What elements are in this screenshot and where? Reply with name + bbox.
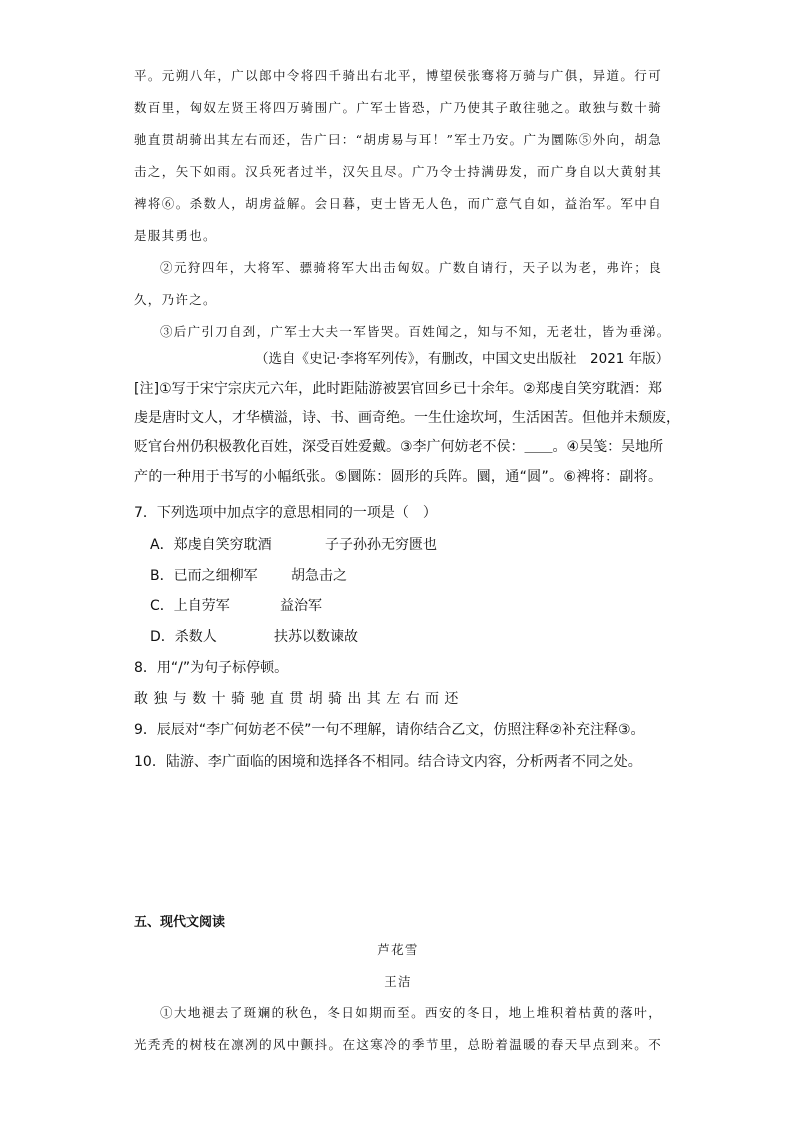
notes-line-1: [注]①写于宋宁宗庆元六年，此时距陆游被罢官回乡已十余年。②郑虔自笑穷耽酒：郑 (134, 381, 662, 397)
passage-line-1: 平。元朔八年，广以郎中令将四千骑出右北平，博望侯张骞将万骑与广俱，异道。行可 (134, 68, 662, 83)
passage-line-4: 击之，矢下如雨。汉兵死者过半，汉矢且尽。广乃令士持满毋发，而广身自以大黄射其 (134, 164, 662, 179)
q7-option-a: A．郑虔自笑穷耽酒 (150, 537, 272, 553)
passage-line-5: 裨将⑥。杀数人，胡虏益解。会日暮，吏士皆无人色，而广意气自如，益治军。军中自 (134, 196, 662, 211)
notes-line-2: 虔是唐时文人，才华横溢，诗、书、画奇绝。一生仕途坎坷，生活困苦。但他并未颓废， (134, 410, 680, 426)
question-10: 10．陆游、李广面临的困境和选择各不相同。结合诗文内容，分析两者不同之处。 (134, 754, 642, 770)
passage-source: （选自《史记·李将军列传》，有删改，中国文史出版社 2021 年版） (255, 351, 670, 367)
question-8-stem: 8．用“/”为句子标停顿。 (134, 660, 289, 676)
notes-line-4: 产的一种用于书写的小幅纸张。⑤圜陈：圆形的兵阵。圜，通“圆”。⑥裨将：副将。 (134, 469, 662, 485)
q7-option-d-pair: 扶苏以数谏故 (274, 629, 358, 645)
passage-line-6: 是服其勇也。 (134, 228, 217, 243)
q7-option-d: D．杀数人 (150, 629, 217, 645)
q7-option-b-pair: 胡急击之 (291, 568, 347, 584)
q7-option-c-pair: 益治军 (280, 598, 322, 614)
passage-para2-line-1: ②元狩四年，大将军、骠骑将军大出击匈奴。广数自请行，天子以为老，弗许；良 (160, 260, 662, 275)
section-5-heading: 五、现代文阅读 (134, 915, 226, 930)
article-author: 王洁 (384, 974, 412, 989)
notes-line-3: 贬官台州仍积极教化百姓，深受百姓爱戴。③李广何妨老不侯：＿＿。④吴笺：吴地所 (134, 439, 664, 455)
article-line-2: 光秃秃的树枝在凛冽的风中颤抖。在这寒冷的季节里，总盼着温暖的春天早点到来。不 (134, 1037, 662, 1052)
question-9: 9．辰辰对“李广何妨老不侯”一句不理解，请你结合乙文，仿照注释②补充注释③。 (134, 722, 645, 738)
passage-para3: ③后广引刀自刭，广军士大夫一军皆哭。百姓闻之，知与不知，无老壮，皆为垂涕。 (160, 324, 671, 339)
passage-para2-line-2: 久，乃许之。 (134, 292, 217, 307)
article-line-1: ①大地褪去了斑斓的秋色，冬日如期而至。西安的冬日，地上堆积着枯黄的落叶， (160, 1005, 662, 1020)
article-title: 芦花雪 (377, 942, 419, 957)
question-7-stem: 7．下列选项中加点字的意思相同的一项是（ ） (134, 505, 437, 521)
passage-line-3: 驰直贯胡骑出其左右而还，告广曰：“胡虏易与耳！”军士乃安。广为圜陈⑤外向，胡急 (134, 132, 662, 147)
question-8-sentence: 敢独与数十骑驰直贯胡骑出其左右而还 (134, 691, 464, 707)
q7-option-b: B．已而之细柳军 (150, 568, 258, 584)
q7-option-a-pair: 子子孙孙无穷匮也 (325, 537, 437, 553)
passage-line-2: 数百里，匈奴左贤王将四万骑围广。广军士皆恐，广乃使其子敢往驰之。敢独与数十骑 (134, 100, 662, 115)
q7-option-c: C．上自劳军 (150, 598, 230, 614)
